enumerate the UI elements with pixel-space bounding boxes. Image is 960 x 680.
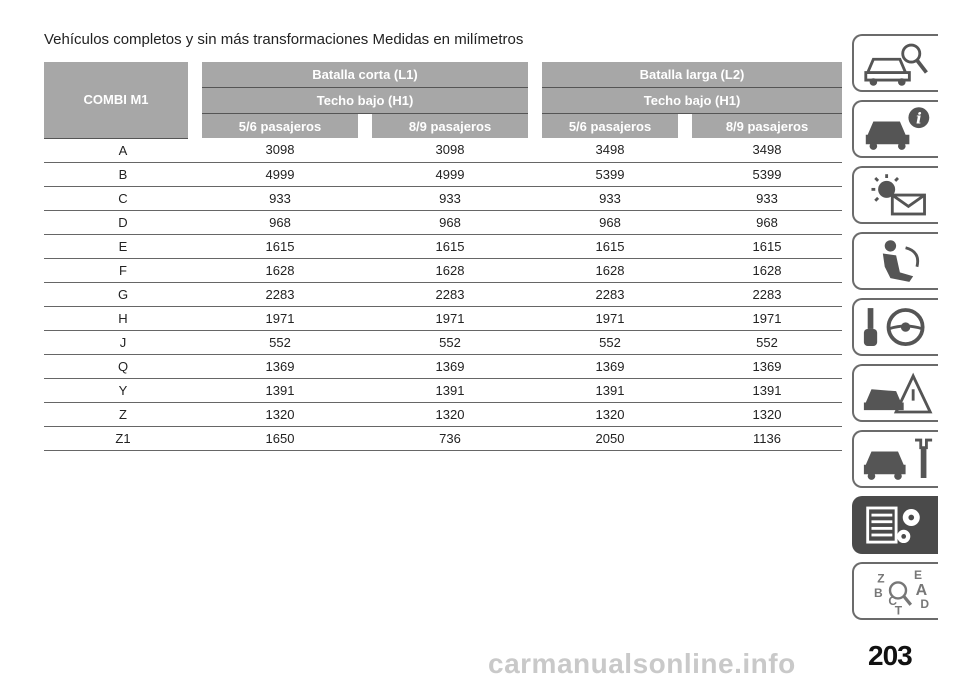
cell-l2-56: 3498	[542, 138, 678, 162]
sidebar-tab-car-accident-triangle[interactable]	[852, 364, 938, 422]
cell-l2-89: 552	[692, 330, 842, 354]
cell-l2-56: 1320	[542, 402, 678, 426]
group-header-long-wheelbase: Batalla larga (L2)	[542, 62, 842, 88]
svg-text:B: B	[874, 585, 883, 600]
cell-l2-89: 2283	[692, 282, 842, 306]
cell-l1-56: 1320	[202, 402, 358, 426]
key-steering-wheel-icon	[862, 304, 934, 352]
svg-text:Z: Z	[877, 571, 885, 586]
cell-l1-56: 933	[202, 186, 358, 210]
cell-l1-89: 1391	[372, 378, 528, 402]
cell-l2-56: 5399	[542, 162, 678, 186]
row-label: G	[44, 282, 202, 306]
cell-l1-89: 1615	[372, 234, 528, 258]
page-number: 203	[868, 640, 912, 671]
row-label: D	[44, 210, 202, 234]
alphabet-index-icon	[862, 568, 934, 616]
cell-l2-89: 3498	[692, 138, 842, 162]
cell-l2-89: 1320	[692, 402, 842, 426]
svg-text:E: E	[914, 568, 923, 583]
table-row	[44, 306, 842, 330]
cell-l2-89: 933	[692, 186, 842, 210]
cell-l1-56: 1628	[202, 258, 358, 282]
cell-l2-56: 1369	[542, 354, 678, 378]
roof-header-short: Techo bajo (H1)	[202, 88, 528, 114]
table-caption: Vehículos completos y sin más transformaciones Medidas en milímetros	[44, 31, 524, 48]
table-row	[44, 354, 842, 378]
row-label: Y	[44, 378, 202, 402]
sidebar-tab-alphabet-index[interactable]	[852, 562, 938, 620]
table-row	[44, 234, 842, 258]
sub-header-l2-89: 8/9 pasajeros	[692, 114, 842, 139]
row-label: A	[44, 138, 202, 162]
row-label: H	[44, 306, 202, 330]
sidebar-tab-car-search[interactable]	[852, 34, 938, 92]
cell-l1-56: 4999	[202, 162, 358, 186]
cell-l1-56: 1369	[202, 354, 358, 378]
group-header-short-wheelbase: Batalla corta (L1)	[202, 62, 528, 88]
sidebar-tab-car-info[interactable]	[852, 100, 938, 158]
svg-text:D: D	[920, 597, 930, 611]
sidebar-tab-specs-gears[interactable]	[852, 496, 938, 554]
row-label: J	[44, 330, 202, 354]
svg-text:A: A	[915, 582, 928, 600]
cell-l2-89: 968	[692, 210, 842, 234]
cell-l1-56: 3098	[202, 138, 358, 162]
cell-l2-89: 1615	[692, 234, 842, 258]
roof-header-long: Techo bajo (H1)	[542, 88, 842, 114]
cell-l1-56: 1650	[202, 426, 358, 450]
cell-l1-89: 968	[372, 210, 528, 234]
cell-l2-56: 1628	[542, 258, 678, 282]
cell-l1-89: 1628	[372, 258, 528, 282]
cell-l1-56: 552	[202, 330, 358, 354]
row-label: Q	[44, 354, 202, 378]
table-row	[44, 162, 842, 186]
cell-l2-56: 968	[542, 210, 678, 234]
sub-header-l1-89: 8/9 pasajeros	[372, 114, 528, 139]
car-wrench-icon	[862, 436, 934, 484]
cell-l1-56: 968	[202, 210, 358, 234]
cell-l2-56: 2050	[542, 426, 678, 450]
table-row	[44, 402, 842, 426]
table-row	[44, 282, 842, 306]
cell-l2-89: 1391	[692, 378, 842, 402]
car-accident-triangle-icon	[862, 370, 934, 418]
table-row	[44, 330, 842, 354]
dimensions-table	[44, 62, 842, 451]
cell-l2-56: 933	[542, 186, 678, 210]
cell-l1-89: 933	[372, 186, 528, 210]
car-info-icon	[862, 106, 934, 154]
table-row	[44, 378, 842, 402]
cell-l2-56: 2283	[542, 282, 678, 306]
car-search-icon	[862, 40, 934, 88]
row-label: E	[44, 234, 202, 258]
warning-light-message-icon	[862, 172, 934, 220]
row-label: F	[44, 258, 202, 282]
cell-l2-89: 5399	[692, 162, 842, 186]
cell-l1-89: 736	[372, 426, 528, 450]
table-row	[44, 138, 842, 162]
sidebar-tab-warning-light-message[interactable]	[852, 166, 938, 224]
cell-l1-89: 4999	[372, 162, 528, 186]
cell-l2-89: 1369	[692, 354, 842, 378]
specs-gears-icon	[862, 502, 934, 550]
sub-header-l1-56: 5/6 pasajeros	[202, 114, 358, 139]
svg-text:C: C	[888, 593, 898, 608]
cell-l1-56: 1971	[202, 306, 358, 330]
cell-l1-89: 1320	[372, 402, 528, 426]
table-corner-header: COMBI M1	[44, 62, 188, 138]
table-row	[44, 258, 842, 282]
cell-l2-56: 1391	[542, 378, 678, 402]
sidebar-tab-seat-airbag[interactable]	[852, 232, 938, 290]
sub-header-l2-56: 5/6 pasajeros	[542, 114, 678, 139]
row-label: Z	[44, 402, 202, 426]
cell-l1-56: 2283	[202, 282, 358, 306]
row-label: C	[44, 186, 202, 210]
cell-l2-56: 1971	[542, 306, 678, 330]
cell-l1-89: 1369	[372, 354, 528, 378]
cell-l1-56: 1391	[202, 378, 358, 402]
table-row	[44, 186, 842, 210]
cell-l1-56: 1615	[202, 234, 358, 258]
cell-l2-56: 1615	[542, 234, 678, 258]
sidebar-tab-car-wrench[interactable]	[852, 430, 938, 488]
sidebar-tab-key-steering-wheel[interactable]	[852, 298, 938, 356]
svg-text:i: i	[916, 109, 922, 128]
cell-l1-89: 1971	[372, 306, 528, 330]
table-row	[44, 426, 842, 450]
table-row	[44, 210, 842, 234]
cell-l2-89: 1971	[692, 306, 842, 330]
cell-l1-89: 3098	[372, 138, 528, 162]
cell-l2-89: 1136	[692, 426, 842, 450]
cell-l1-89: 2283	[372, 282, 528, 306]
cell-l2-56: 552	[542, 330, 678, 354]
watermark: carmanualsonline.info	[488, 648, 796, 679]
row-label: B	[44, 162, 202, 186]
cell-l2-89: 1628	[692, 258, 842, 282]
seat-airbag-icon	[862, 238, 934, 286]
svg-text:T: T	[894, 603, 903, 616]
cell-l1-89: 552	[372, 330, 528, 354]
row-label: Z1	[44, 426, 202, 450]
